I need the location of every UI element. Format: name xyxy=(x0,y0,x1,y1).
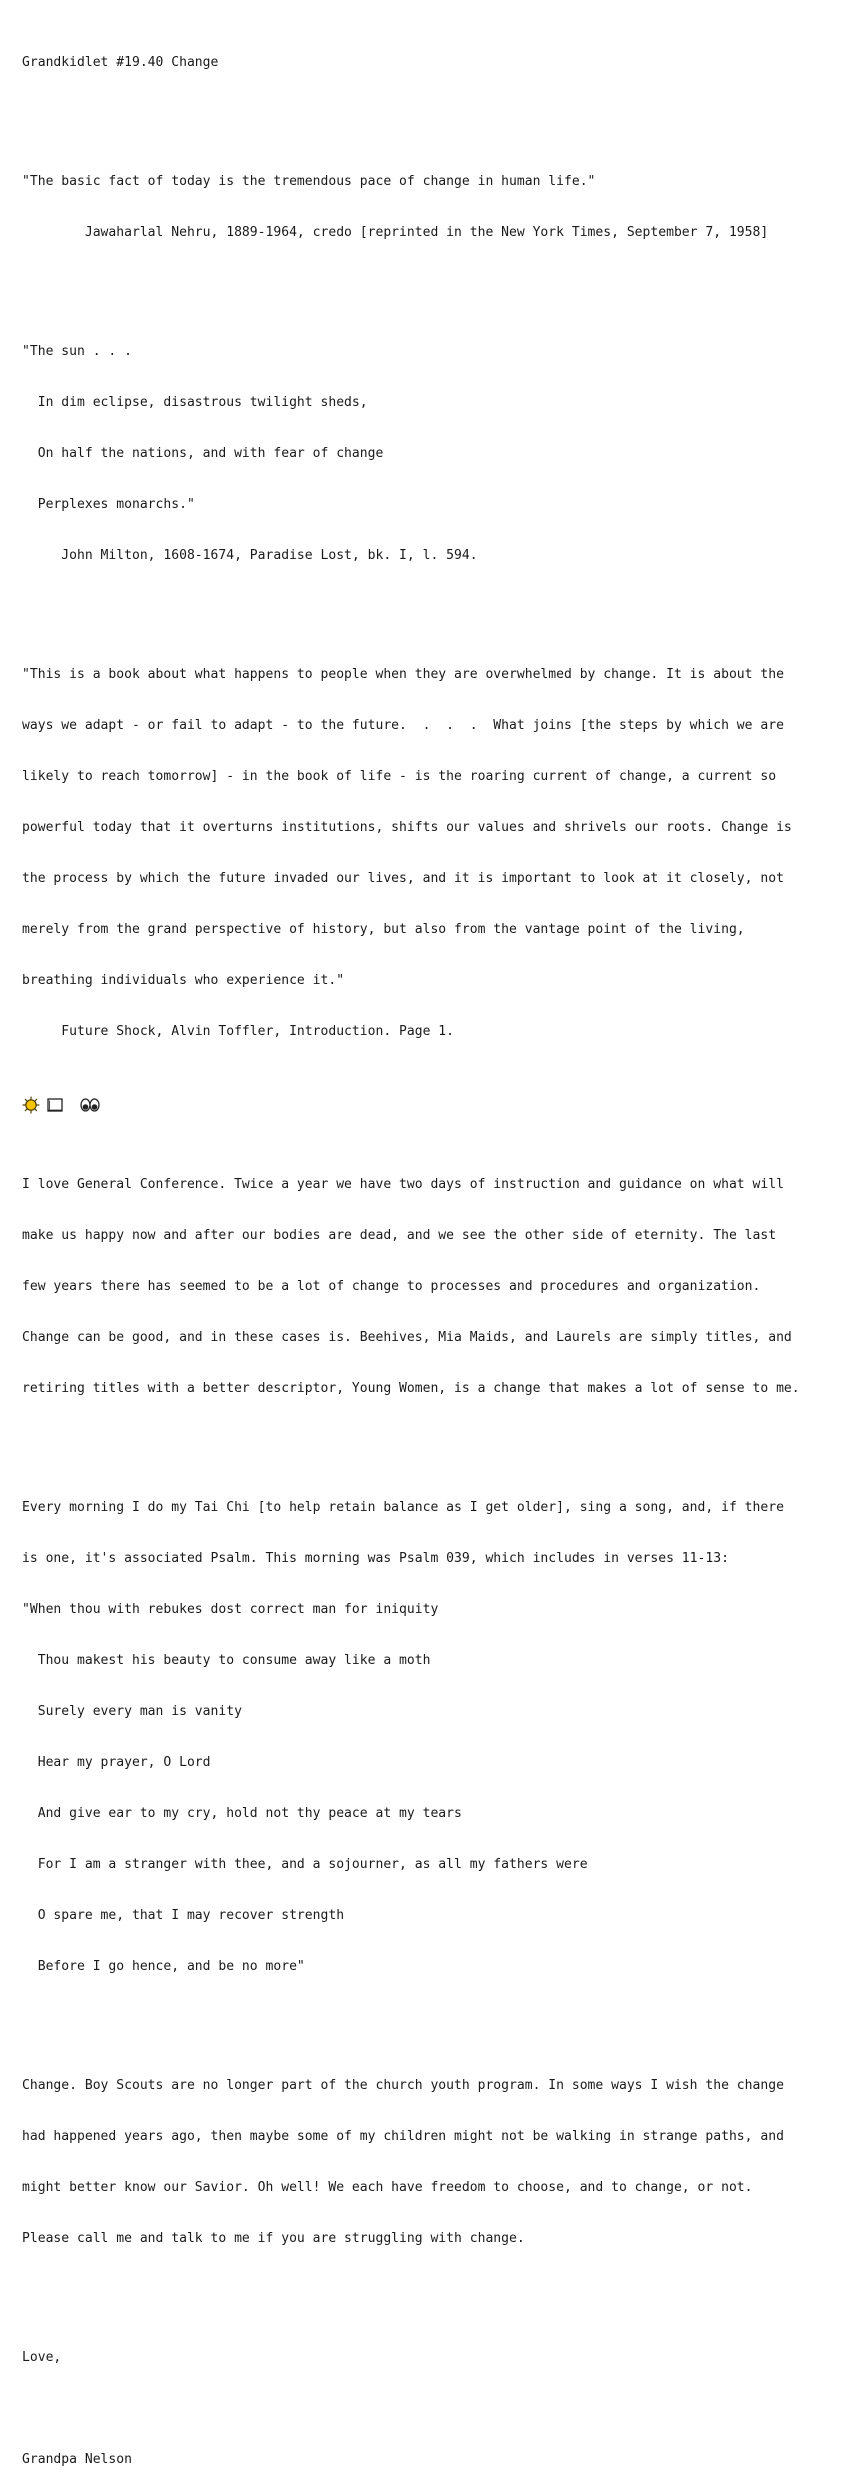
letter-title: Grandkidlet #19.40 Change xyxy=(22,55,219,70)
psalm-line: And give ear to my cry, hold not thy peace at my tears xyxy=(22,1806,462,1821)
paragraph-line: Change can be good, and in these cases is. Beehives, Mia Maids, and Laurels are simply titles, and xyxy=(22,1330,792,1345)
psalm-line: Hear my prayer, O Lord xyxy=(22,1755,211,1770)
sun-icon xyxy=(22,1096,40,1114)
quote-attribution: John Milton, 1608-1674, Paradise Lost, bk. I, l. 594. xyxy=(22,548,478,563)
quote-attribution: Jawaharlal Nehru, 1889-1964, credo [reprinted in the New York Times, September 7, 1958] xyxy=(22,225,769,240)
blank-line xyxy=(22,275,842,292)
blank-line xyxy=(22,2009,842,2026)
quote-line: merely from the grand perspective of history, but also from the vantage point of the living, xyxy=(22,922,745,937)
blank-line xyxy=(22,598,842,615)
poem-line: Perplexes monarchs." xyxy=(22,497,195,512)
quote-text: "The basic fact of today is the tremendous pace of change in human life." xyxy=(22,174,596,189)
signature: Grandpa Nelson xyxy=(22,2452,132,2467)
blank-line xyxy=(22,2281,842,2298)
poem-line: In dim eclipse, disastrous twilight sheds, xyxy=(22,395,368,410)
emoji-row xyxy=(22,1091,842,1125)
quote-line: the process by which the future invaded our lives, and it is important to look at it closely, not xyxy=(22,871,784,886)
psalm-line: Surely every man is vanity xyxy=(22,1704,242,1719)
paragraph-line: had happened years ago, then maybe some of my children might not be walking in strange paths, and xyxy=(22,2129,784,2144)
psalm-line: Before I go hence, and be no more" xyxy=(22,1959,305,1974)
quote-attribution: Future Shock, Alvin Toffler, Introduction. Page 1. xyxy=(22,1024,455,1039)
closing: Love, xyxy=(22,2350,62,2365)
quote-line: breathing individuals who experience it." xyxy=(22,973,345,988)
paragraph-line: might better know our Savior. Oh well! We each have freedom to choose, and to change, or not. xyxy=(22,2180,753,2195)
blank-line xyxy=(22,2400,842,2417)
letter-document xyxy=(22,20,842,2485)
quote-line: powerful today that it overturns institutions, shifts our values and shrivels our roots. Change is xyxy=(22,820,792,835)
paragraph-line: Every morning I do my Tai Chi [to help retain balance as I get older], sing a song, and, if there xyxy=(22,1500,784,1515)
paragraph-line: few years there has seemed to be a lot of change to processes and procedures and organization. xyxy=(22,1279,761,1294)
psalm-line: "When thou with rebukes dost correct man for iniquity xyxy=(22,1602,439,1617)
poem-line: "The sun . . . xyxy=(22,344,132,359)
blank-line xyxy=(22,1431,842,1448)
book-icon xyxy=(47,1098,63,1112)
paragraph-line: retiring titles with a better descriptor, Young Women, is a change that makes a lot of sense to me. xyxy=(22,1381,800,1396)
paragraph-line: I love General Conference. Twice a year we have two days of instruction and guidance on what will xyxy=(22,1177,784,1192)
blank-line xyxy=(22,105,842,122)
quote-line: ways we adapt - or fail to adapt - to the future. . . . What joins [the steps by which we are xyxy=(22,718,784,733)
psalm-line: For I am a stranger with thee, and a sojourner, as all my fathers were xyxy=(22,1857,588,1872)
psalm-line: Thou makest his beauty to consume away like a moth xyxy=(22,1653,431,1668)
eyes-icon xyxy=(80,1097,100,1113)
paragraph-line: Change. Boy Scouts are no longer part of the church youth program. In some ways I wish the change xyxy=(22,2078,784,2093)
quote-line: "This is a book about what happens to people when they are overwhelmed by change. It is about the xyxy=(22,667,784,682)
psalm-line: O spare me, that I may recover strength xyxy=(22,1908,345,1923)
quote-line: likely to reach tomorrow] - in the book of life - is the roaring current of change, a current so xyxy=(22,769,777,784)
paragraph-line: is one, it's associated Psalm. This morning was Psalm 039, which includes in verses 11-13: xyxy=(22,1551,729,1566)
paragraph-line: Please call me and talk to me if you are struggling with change. xyxy=(22,2231,525,2246)
poem-line: On half the nations, and with fear of change xyxy=(22,446,384,461)
paragraph-line: make us happy now and after our bodies are dead, and we see the other side of eternity. The last xyxy=(22,1228,777,1243)
